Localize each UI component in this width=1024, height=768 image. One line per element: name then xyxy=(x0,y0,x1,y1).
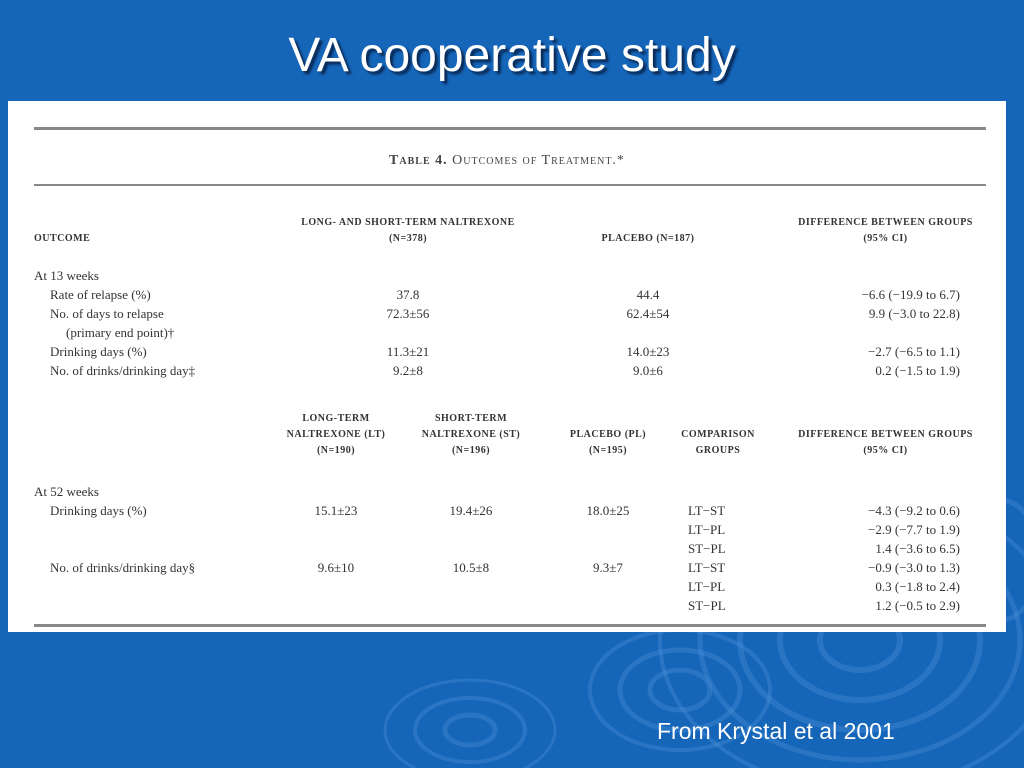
col-header-difference-line1: DIFFERENCE BETWEEN GROUPS xyxy=(798,217,973,228)
cell-difference: −6.6 (−19.9 to 6.7) xyxy=(861,287,960,302)
col-header-short-term-line3: (N=196) xyxy=(451,445,491,456)
col-header-placebo-pl xyxy=(553,427,663,459)
col-header-difference-2-line1: DIFFERENCE BETWEEN GROUPS xyxy=(798,429,973,440)
source-credit: From Krystal et al 2001 xyxy=(657,718,895,744)
cell-difference: 1.4 (−3.6 to 6.5) xyxy=(875,541,960,556)
cell-naltrexone: 72.3±56 xyxy=(386,306,430,321)
table-title xyxy=(8,153,1006,169)
row-label: Drinking days (%) xyxy=(50,503,147,518)
col-header-short-term-line1: SHORT-TERM xyxy=(434,413,508,424)
cell-placebo: 14.0±23 xyxy=(626,344,670,359)
cell-placebo-pl: 9.3±7 xyxy=(593,560,623,575)
cell-comparison: LT−ST xyxy=(688,503,726,518)
table-title-prefix: Table 4. xyxy=(389,153,448,168)
section-label-52-weeks: At 52 weeks xyxy=(34,484,99,499)
cell-comparison: LT−PL xyxy=(688,522,726,537)
col-header-long-term-line2: NALTREXONE (LT) xyxy=(286,429,386,440)
cell-difference: 9.9 (−3.0 to 22.8) xyxy=(868,306,960,321)
row-label: No. of drinks/drinking day‡ xyxy=(50,363,196,378)
col-header-long-term-line3: (N=190) xyxy=(316,445,356,456)
cell-comparison: LT−PL xyxy=(688,579,726,594)
cell-difference: −2.7 (−6.5 to 1.1) xyxy=(868,344,960,359)
cell-naltrexone: 9.2±8 xyxy=(393,363,423,378)
col-header-difference-2-line2: (95% CI) xyxy=(863,445,908,456)
col-header-long-term-line1: LONG-TERM xyxy=(302,413,370,424)
cell-comparison: LT−ST xyxy=(688,560,726,575)
row-label: Drinking days (%) xyxy=(50,344,147,359)
cell-difference: −4.3 (−9.2 to 0.6) xyxy=(868,503,960,518)
cell-naltrexone: 11.3±21 xyxy=(386,344,430,359)
cell-short-term: 10.5±8 xyxy=(452,560,490,575)
cell-placebo: 9.0±6 xyxy=(633,363,663,378)
table-bottom-rule xyxy=(34,624,986,627)
col-header-short-term-line2: NALTREXONE (ST) xyxy=(421,429,521,440)
section-label-13-weeks: At 13 weeks xyxy=(34,268,99,283)
cell-difference: −2.9 (−7.7 to 1.9) xyxy=(868,522,960,537)
col-header-placebo-pl-line2: (N=195) xyxy=(588,445,628,456)
row-label: No. of days to relapse xyxy=(50,306,164,321)
table-header-rule xyxy=(34,184,986,186)
cell-difference: −0.9 (−3.0 to 1.3) xyxy=(868,560,960,575)
cell-difference: 0.2 (−1.5 to 1.9) xyxy=(875,363,960,378)
col-header-comparison-line2: GROUPS xyxy=(695,445,741,456)
cell-placebo-pl: 18.0±25 xyxy=(586,503,630,518)
table-top-rule xyxy=(34,127,986,130)
cell-difference: 0.3 (−1.8 to 2.4) xyxy=(875,579,960,594)
col-header-comparison-line1: COMPARISON xyxy=(681,429,755,440)
col-header-long-term xyxy=(276,411,396,459)
row-label: Rate of relapse (%) xyxy=(50,287,151,302)
col-header-difference-line2: (95% CI) xyxy=(863,233,908,244)
row-label-continued: (primary end point)† xyxy=(66,325,175,340)
cell-short-term: 19.4±26 xyxy=(449,503,493,518)
col-header-comparison xyxy=(668,427,768,459)
cell-placebo: 62.4±54 xyxy=(626,306,670,321)
cell-comparison: ST−PL xyxy=(688,541,726,556)
cell-naltrexone: 37.8 xyxy=(396,287,420,302)
col-header-short-term xyxy=(406,411,536,459)
cell-difference: 1.2 (−0.5 to 2.9) xyxy=(875,598,960,613)
col-header-placebo: PLACEBO (N=187) xyxy=(601,233,695,244)
row-label: No. of drinks/drinking day§ xyxy=(50,560,196,575)
cell-long-term: 15.1±23 xyxy=(314,503,358,518)
col-header-naltrexone-line2: (N=378) xyxy=(388,233,428,244)
col-header-placebo-pl-line1: PLACEBO (PL) xyxy=(569,429,647,440)
col-header-naltrexone-line1: LONG- AND SHORT-TERM NALTREXONE xyxy=(301,217,515,228)
outcomes-table xyxy=(8,101,1006,632)
col-header-naltrexone xyxy=(258,215,558,247)
col-header-difference xyxy=(778,215,993,247)
slide-title: VA cooperative study xyxy=(288,29,736,82)
col-header-difference-2 xyxy=(778,427,993,459)
cell-long-term: 9.6±10 xyxy=(317,560,355,575)
cell-placebo: 44.4 xyxy=(636,287,660,302)
table-title-text: Outcomes of Treatment.* xyxy=(452,153,625,168)
cell-comparison: ST−PL xyxy=(688,598,726,613)
col-header-outcome: OUTCOME xyxy=(34,233,91,244)
